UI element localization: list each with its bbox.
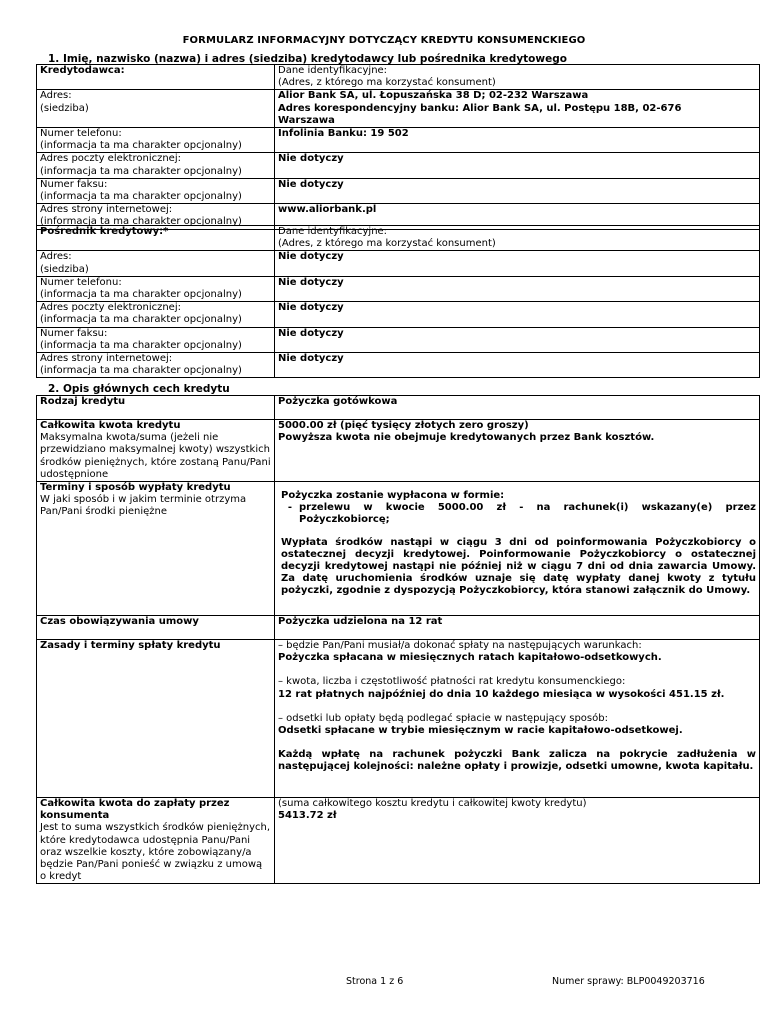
section-1-heading: 1. Imię, nazwisko (nazwa) i adres (siedziba) kredytodawcy lub pośrednika kredytowego	[48, 53, 567, 65]
lender-label-cell	[37, 90, 275, 128]
lender-row	[37, 128, 760, 153]
total-payable-note: (suma całkowitego kosztu kredytu i całkowitej kwoty kredytu)	[278, 798, 587, 810]
lender-value: Adres korespondencyjny banku: Alior Bank SA, ul. Postępu 18B, 02-676	[278, 102, 682, 114]
broker-value: Nie dotyczy	[278, 327, 344, 339]
lender-label-cell	[37, 153, 275, 178]
lender-sublabel: (informacja ta ma charakter opcjonalny)	[40, 191, 242, 203]
document-title: FORMULARZ INFORMACYJNY DOTYCZĄCY KREDYTU KONSUMENCKIEGO	[182, 35, 586, 46]
lender-label-cell	[37, 128, 275, 153]
interest-value: Odsetki spłacane w trybie miesięcznym w racie kapitałowo-odsetkowej.	[278, 725, 683, 737]
total-payable-description: Jest to suma wszystkich środków pieniężnych, które kredytodawca udostępnia Panu/Pani oraz wszelkie koszty, które zobowiązany/a będzie Pan/Pani ponieść w związku z umową o kredyt	[40, 822, 271, 883]
broker-table	[36, 225, 760, 378]
broker-row	[37, 302, 760, 327]
credit-type-row	[37, 396, 760, 420]
page-number: Strona 1 z 6	[346, 976, 404, 987]
lender-value: Dane identyfikacyjne:	[278, 65, 388, 76]
lender-value: www.aliorbank.pl	[278, 204, 377, 216]
total-payable-value: 5413.72 zł	[278, 810, 337, 822]
duration-value: Pożyczka udzielona na 12 rat	[275, 616, 760, 640]
broker-sublabel: (informacja ta ma charakter opcjonalny)	[40, 289, 242, 301]
credit-type-label: Rodzaj kredytu	[37, 396, 275, 420]
installments-value: 12 rat płatnych najpóźniej do dnia 10 każdego miesiąca w wysokości 451.15 zł.	[278, 688, 725, 700]
interest-intro: – odsetki lub opłaty będą podlegać spłacie w następujący sposób:	[278, 712, 608, 724]
lender-label: Adres:	[40, 90, 72, 102]
lender-label-cell	[37, 65, 275, 90]
lender-sublabel: (informacja ta ma charakter opcjonalny)	[40, 216, 242, 228]
bullet-mark: -	[287, 502, 293, 514]
total-amount-row	[37, 420, 760, 482]
lender-value-cell	[275, 90, 760, 128]
lender-value-cell	[275, 153, 760, 178]
broker-row	[37, 251, 760, 276]
lender-row	[37, 90, 760, 128]
lender-row	[37, 153, 760, 178]
total-payable-row	[37, 798, 760, 884]
repayment-row	[37, 640, 760, 798]
total-amount-value: 5000.00 zł (pięć tysięcy złotych zero groszy)	[278, 420, 529, 431]
lender-value-cell	[275, 128, 760, 153]
credit-type-value: Pożyczka gotówkowa	[275, 396, 760, 420]
total-amount-label: Całkowita kwota kredytu	[40, 420, 181, 431]
lender-value-cell	[275, 178, 760, 203]
broker-label-cell	[37, 251, 275, 276]
lender-label: Numer faksu:	[40, 178, 108, 190]
lender-value: Infolinia Banku: 19 502	[278, 128, 409, 140]
lender-row	[37, 178, 760, 203]
broker-label: Adres:	[40, 251, 72, 263]
payout-bullet-text: przelewu w kwocie 5000.00 zł - na rachunek(i) wskazany(e) przez Pożyczkobiorcę;	[299, 502, 756, 526]
broker-value: Nie dotyczy	[278, 276, 344, 288]
broker-value-cell	[275, 276, 760, 301]
broker-value: Nie dotyczy	[278, 302, 344, 314]
payment-allocation: Każdą wpłatę na rachunek pożyczki Bank zalicza na pokrycie zadłużenia w następującej kolejności: należne opłaty i prowizje, odsetki umowne, kwota kapitału.	[278, 749, 756, 773]
installments-intro: – kwota, liczba i częstotliwość płatności rat kredytu konsumenckiego:	[278, 676, 626, 688]
broker-label: Pośrednik kredytowy:*	[40, 226, 169, 237]
broker-sublabel: (informacja ta ma charakter opcjonalny)	[40, 314, 242, 326]
broker-value-cell	[275, 226, 760, 251]
duration-label: Czas obowiązywania umowy	[37, 616, 275, 640]
broker-sublabel: (informacja ta ma charakter opcjonalny)	[40, 365, 242, 377]
broker-label-cell	[37, 302, 275, 327]
broker-value: Dane identyfikacyjne:	[278, 226, 388, 237]
lender-label: Adres strony internetowej:	[40, 204, 173, 216]
broker-sublabel: (siedziba)	[40, 263, 89, 275]
repayment-rule: Pożyczka spłacana w miesięcznych ratach kapitałowo-odsetkowych.	[278, 652, 662, 664]
broker-label-cell	[37, 226, 275, 251]
broker-value: Nie dotyczy	[278, 353, 344, 365]
duration-row	[37, 616, 760, 640]
total-amount-note: Powyższa kwota nie obejmuje kredytowanych przez Bank kosztów.	[278, 432, 655, 444]
broker-label-cell	[37, 327, 275, 352]
broker-label: Numer faksu:	[40, 327, 108, 339]
lender-value: Nie dotyczy	[278, 153, 344, 165]
repayment-intro: – będzie Pan/Pani musiał/a dokonać spłaty na następujących warunkach:	[278, 640, 642, 652]
lender-value-cell	[275, 65, 760, 90]
lender-row	[37, 65, 760, 90]
section-2-heading: 2. Opis głównych cech kredytu	[48, 383, 230, 395]
lender-sublabel: (informacja ta ma charakter opcjonalny)	[40, 165, 242, 177]
broker-label-cell	[37, 276, 275, 301]
broker-value: Nie dotyczy	[278, 251, 344, 263]
lender-sublabel: (informacja ta ma charakter opcjonalny)	[40, 140, 242, 152]
broker-label: Adres strony internetowej:	[40, 353, 173, 365]
broker-row	[37, 276, 760, 301]
broker-value-cell	[275, 353, 760, 378]
payout-paragraph: Wypłata środków nastąpi w ciągu 3 dni od poinformowania Pożyczkobiorcy o ostatecznej decyzji kredytowej. Poinformowanie Pożyczkobiorcy o ostatecznej decyzji kredytowej nastąpi nie później niż w ciągu 7 dni od dnia zawarcia Umowy. Za datę uruchomienia środków uznaje się datę wypłaty danej kwoty z tytułu pożyczki, zgodnie z dyspozycją Pożyczkobiorcy, która stanowi załącznik do Umowy.	[281, 536, 756, 597]
payout-description: W jaki sposób i w jakim terminie otrzyma Pan/Pani środki pieniężne	[40, 494, 247, 518]
broker-sublabel: (informacja ta ma charakter opcjonalny)	[40, 339, 242, 351]
lender-label: Kredytodawca:	[40, 65, 125, 76]
lender-sublabel: (siedziba)	[40, 102, 89, 114]
broker-label: Numer telefonu:	[40, 276, 122, 288]
payout-row	[37, 482, 760, 616]
payout-intro: Pożyczka zostanie wypłacona w formie:	[281, 490, 505, 502]
lender-label: Numer telefonu:	[40, 128, 122, 140]
lender-value: Warszawa	[278, 114, 335, 126]
repayment-label: Zasady i terminy spłaty kredytu	[37, 640, 275, 798]
broker-label-cell	[37, 353, 275, 378]
lender-value: Alior Bank SA, ul. Łopuszańska 38 D; 02-232 Warszawa	[278, 90, 589, 102]
total-amount-description: Maksymalna kwota/suma (jeżeli nie przewidziano maksymalnej kwoty) wszystkich środków pieniężnych, które zostaną Panu/Pani udostępnione	[40, 432, 271, 480]
broker-value: (Adres, z którego ma korzystać konsument)	[278, 238, 496, 250]
broker-value-cell	[275, 302, 760, 327]
broker-row	[37, 353, 760, 378]
payout-label: Terminy i sposób wypłaty kredytu	[40, 482, 231, 494]
total-payable-label: Całkowita kwota do zapłaty przez konsumenta	[40, 798, 230, 822]
broker-value-cell	[275, 251, 760, 276]
credit-features-table	[36, 395, 760, 884]
broker-row	[37, 226, 760, 251]
lender-table	[36, 64, 760, 230]
broker-label: Adres poczty elektronicznej:	[40, 302, 181, 314]
lender-label-cell	[37, 178, 275, 203]
lender-label: Adres poczty elektronicznej:	[40, 153, 181, 165]
payout-bullet	[281, 502, 756, 526]
lender-value: Nie dotyczy	[278, 178, 344, 190]
broker-value-cell	[275, 327, 760, 352]
broker-row	[37, 327, 760, 352]
lender-value: (Adres, z którego ma korzystać konsument)	[278, 77, 496, 89]
case-number: Numer sprawy: BLP0049203716	[552, 976, 705, 987]
